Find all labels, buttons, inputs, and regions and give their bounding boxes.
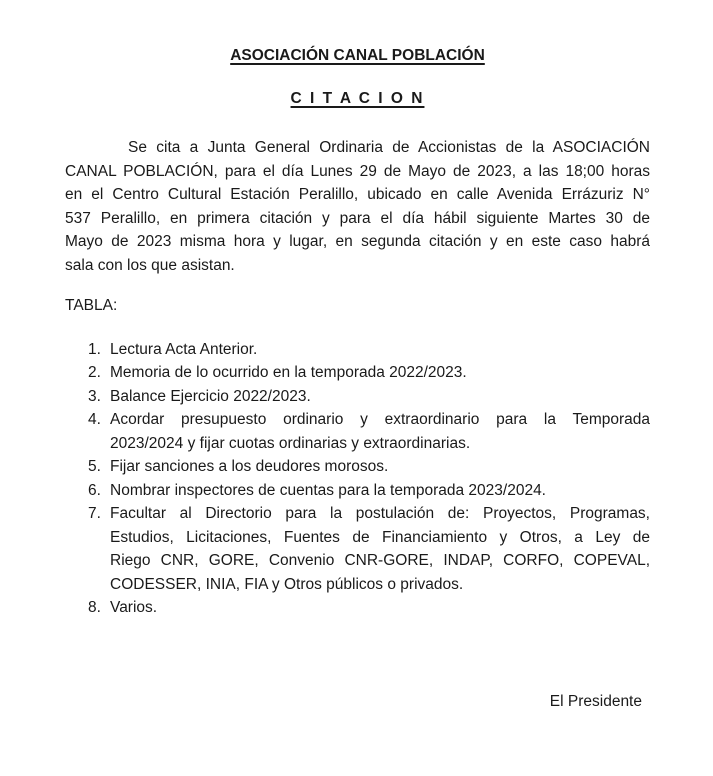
item-number: 6.	[88, 481, 101, 499]
paragraph-line: sala con los que asistan.	[65, 256, 235, 274]
item-line: 2023/2024 y fijar cuotas ordinarias y extraordinarias.	[110, 434, 471, 452]
paragraph-line: CANAL POBLACIÓN, para el día Lunes 29 de Mayo de 2023, a las 18;00 horas	[65, 162, 650, 180]
item-line: Nombrar inspectores de cuentas para la temporada 2023/2024.	[110, 481, 546, 499]
item-text	[110, 502, 650, 596]
item-line: Balance Ejercicio 2022/2023.	[110, 387, 311, 405]
citation-paragraph	[65, 136, 650, 277]
agenda-item-2	[88, 361, 650, 385]
item-line: Estudios, Licitaciones, Fuentes de Financiamiento y Otros, a Ley de	[110, 528, 650, 546]
item-line: Acordar presupuesto ordinario y extraordinario para la Temporada	[110, 411, 650, 428]
agenda-item-8	[88, 596, 650, 620]
item-number: 4.	[88, 411, 101, 428]
item-text	[110, 596, 650, 620]
item-number: 2.	[88, 364, 101, 381]
tabla-label: TABLA:	[65, 297, 118, 314]
item-text	[110, 479, 650, 503]
item-line: Varios.	[110, 599, 158, 616]
item-text	[110, 455, 650, 479]
item-text	[110, 385, 650, 409]
document-title: ASOCIACIÓN CANAL POBLACIÓN	[230, 47, 485, 64]
document-subtitle: C I T A C I O N	[290, 90, 425, 107]
agenda-item-1	[88, 338, 650, 362]
agenda-item-6	[88, 479, 650, 503]
item-line: Riego CNR, GORE, Convenio CNR-GORE, INDAP, CORFO, COPEVAL,	[110, 552, 650, 569]
agenda-list	[65, 338, 650, 620]
agenda-item-3	[88, 385, 650, 409]
item-text	[110, 408, 650, 455]
item-number: 1.	[88, 340, 101, 358]
paragraph-line: Se cita a Junta General Ordinaria de Accionistas de la ASOCIACIÓN	[128, 139, 650, 156]
agenda-item-5	[88, 455, 650, 479]
item-number: 8.	[88, 599, 101, 616]
paragraph-line: en el Centro Cultural Estación Peralillo, ubicado en calle Avenida Errázuriz N°	[65, 186, 650, 203]
item-text	[110, 338, 650, 362]
item-number: 5.	[88, 458, 101, 475]
item-number: 7.	[88, 505, 101, 522]
item-line: Fijar sanciones a los deudores morosos.	[110, 458, 389, 475]
item-number: 3.	[88, 387, 101, 405]
item-line: Facultar al Directorio para la postulación de: Proyectos, Programas,	[110, 505, 650, 522]
paragraph-line: 537 Peralillo, en primera citación y para el día hábil siguiente Martes 30 de	[65, 209, 650, 227]
signature: El Presidente	[549, 692, 642, 710]
item-line: Lectura Acta Anterior.	[110, 340, 258, 358]
agenda-item-4	[88, 408, 650, 455]
item-line: Memoria de lo ocurrido en la temporada 2022/2023.	[110, 364, 467, 381]
item-line: CODESSER, INIA, FIA y Otros públicos o privados.	[110, 575, 464, 593]
item-text	[110, 361, 650, 385]
paragraph-line: Mayo de 2023 misma hora y lugar, en segunda citación y en este caso habrá	[65, 233, 650, 250]
agenda-item-7	[88, 502, 650, 596]
